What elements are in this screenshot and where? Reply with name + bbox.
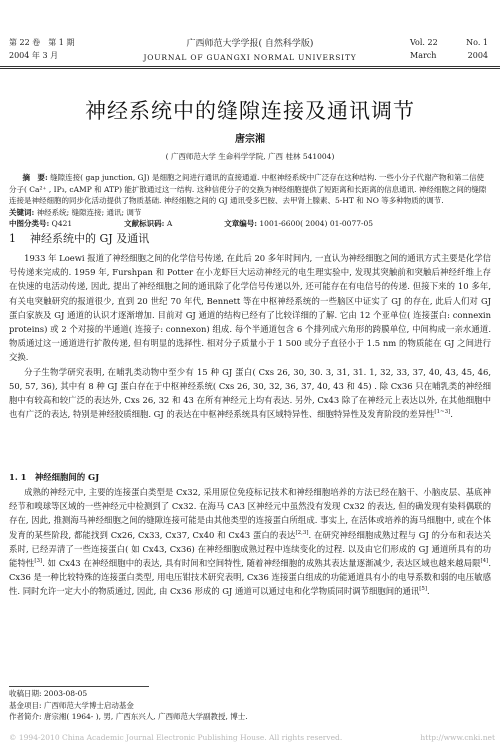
doc-code-label: 文献标识码: [124,219,165,229]
paragraph [9,485,491,599]
citation: [2,3] [295,529,309,536]
issue-en: No. 1 [466,38,488,47]
author-name: 唐宗湘 [235,134,265,145]
citation: [5] [419,586,428,593]
footnotes [9,688,248,723]
abstract-block [9,172,489,230]
section-body [9,251,491,421]
footnote-rule [9,686,149,687]
journal-name-cn: 广西师范大学学报( 自然科学版) [186,39,314,49]
classification-line [9,218,489,230]
abstract-body: 缝隙连接( gap junction, GJ) 是细胞之间进行通讯的直接通道. 中枢神经系统中广泛存在这种结构. 一些小分子代谢产物和第二信使分子( Ca²⁺ , IP₃, cAMP 和 ATP) 能扩散通过这一结构. 这种信使分子的交换为神经细胞提供了短距离和长距离的信息通讯. 神经细胞之间的缝隙连接是神经细胞的同步化活动提供了物质基础. 神经细胞之间的 GJ 通讯受多巴胺、去甲肾上腺素、5-HT 和 NO 等多种物质的调节. [9,173,487,206]
section-number: 1 [9,232,16,245]
paragraph [9,365,491,422]
journal-name-en: JOURNAL OF GUANGXI NORMAL UNIVERSITY [143,53,357,62]
author-bio: 作者简介: 唐宗湘( 1964- ), 男, 广西东兴人, 广西师范大学副教授, 博士. [9,712,248,721]
article-title: 神经系统中的缝隙连接及通讯调节 [85,99,415,123]
watermark-url: http://www.cnki.net [420,733,495,742]
citation: [4] [480,558,489,565]
doc-code: A [166,219,173,229]
citation: [3] [34,558,43,565]
header-rule [0,66,500,67]
abstract-label: 摘 要: [22,173,48,182]
month-en: March [410,51,437,60]
publication-date: 2004 年 3 月 [9,51,59,60]
article-id-label: 文章编号: [224,219,258,229]
paragraph-text: . Cx36 是一种比较特殊的连接蛋白类型, 用电压钳技术研究表明, Cx36 连接蛋白组成的功能通道具有小的电导系数和弱的电压敏感性. 同时允许一定大小的物质通过, 因此, 由 Cx36 形成的 GJ 通道可以通过电和化学物质同时调节细胞间的通讯 [9,558,491,597]
volume-issue-en [410,36,488,62]
copyright-text: © 1994-2010 China Academic Journal Electronic Publishing House. All rights reserved. [9,733,343,742]
journal-name [100,38,400,64]
section-title: 神经系统中的 GJ 及通讯 [30,232,150,245]
keywords-label: 关键词: [9,207,35,217]
clc-code: Q421 [51,219,73,229]
volume-issue: 第 22 卷 第 1 期 [9,38,75,47]
paragraph-text: 成熟的神经元中, 主要的连接蛋白类型是 Cx32, 采用原位免疫标记技术和神经细胞培养的方法已经在脑干、小脑皮层、基底神经节和嗅球等区域的一些神经元中检测到了 Cx32. 在海马 CA3 区神经元中虽然没有发现 Cx32 的表达, 但的确发现有染料偶联的存在, 因此, 推测海马神经细胞之间的缝隙连接可能是由其他类型的连接蛋白所组成. 事实上, 在活体或培养的海马细胞中, 或在个体发育的某些阶段, 都能找到 Cx26, Cx33, Cx37, Cx40 和 Cx43 蛋白的表达 [9,487,491,540]
section-heading [9,230,149,246]
keywords-line [9,207,489,219]
subsection-body [9,485,491,599]
year-en: 2004 [467,51,488,60]
volume-en: Vol. 22 [410,38,438,47]
keywords: 神经系统; 缝隙连接; 通讯; 调节 [36,207,142,217]
page-header [0,0,500,68]
paragraph-end: . [450,409,453,420]
author-affiliation: ( 广西师范大学 生命科学学院, 广西 桂林 541004) [165,152,335,161]
copyright-watermark [9,733,499,742]
article-id: 1001-6600( 2004) 01-0077-05 [259,219,374,229]
paragraph: 1933 年 Loewi 报道了神经细胞之间的化学信号传递, 在此后 20 多年时间内, 一直认为神经细胞之间的通讯方式主要是化学信号传递来完成的. 1959 年, Furshpan 和 Potter 在小龙虾巨大运动神经元的电生理实验中, 发现其突触前和突触后神经纤维上存在快速的电活动传递, 因此, 提出了神经细胞之间的通讯除了化学信号传递以外, 还可能存在有电信号的传递. 但接下来的 10 多年, 有关电突触研究的报道很少, 直到 20 世纪 70 年代, Bennett 等在中枢神经系统的一些脑区中证实了 GJ 的存在, 此后人们对 GJ 蛋白家族及 GJ 通道的认识才逐渐增加. 目前对 GJ 通道的结构已经有了比较详细的了解. 它由 12 个亚单位( 连接蛋白: connexin proteins) 或 2 个对接的半通道( 连接子: connexon) 组成. 每个半通道包含 6 个排列成六角形的跨膜单位, 中间构成一亲水通道. 物质通过这一通道进行扩散传递, 但有明显的选择性. 相对分子质量小于 1 500 或分子直径小于 1.5 nm 的物质能在 GJ 之间进行交换. [9,253,491,363]
paragraph-text: . 在研究神经细胞成熟过程与 GJ 的分布和表达关系时, 已经弄清了一些连接蛋白( 如 Cx43, Cx36) 在神经细胞成熟过程中连续变化的过程. 以及由它们形成的 GJ 通道所具有的功能特性 [9,529,491,569]
received-date: 收稿日期: 2003-08-05 [9,689,88,698]
volume-issue-cn [9,36,74,62]
paragraph-end: . [427,586,430,597]
subsection-heading [9,471,99,483]
fund-info: 基金项目: 广西师范大学博士启动基金 [9,700,134,710]
paragraph-text: . 如 Cx43 在神经细胞中的表达, 具有时间和空间特性, 随着神经细胞的成熟其表达量逐渐减少, 表达区域也越来越局限 [42,558,481,569]
citation: [1~3] [434,409,451,416]
paragraph-text: 分子生物学研究表明, 在哺乳类动物中至少有 15 种 GJ 蛋白( Cxs 26, 30, 30. 3, 31, 31. 1, 32, 33, 37, 40, 43, 45, 46, 50, 57, 36), 其中有 8 种 GJ 蛋白存在于中枢神经系统( Cxs 26, 30, 32, 36, 37, 40, 43 和 45) . 除 Cx36 只在哺乳类的神经细胞中有较高和较广泛的表达外, Cxs 26, 32 和 43 在所有神经元上均有表达. 另外, Cx43 除了在神经元上表达以外, 在其他细胞中也有广泛的表达, 特别是神经胶质细胞. GJ 的表达在中枢神经系统具有区域特异性、细胞特异性及发育阶段的差异性 [9,366,491,420]
header-rule-thin [0,68,500,69]
clc-label: 中图分类号: [9,219,50,229]
abstract-text [9,172,489,207]
subsection-title: 神经细胞间的 GJ [34,472,100,482]
subsection-number: 1. 1 [9,472,27,482]
